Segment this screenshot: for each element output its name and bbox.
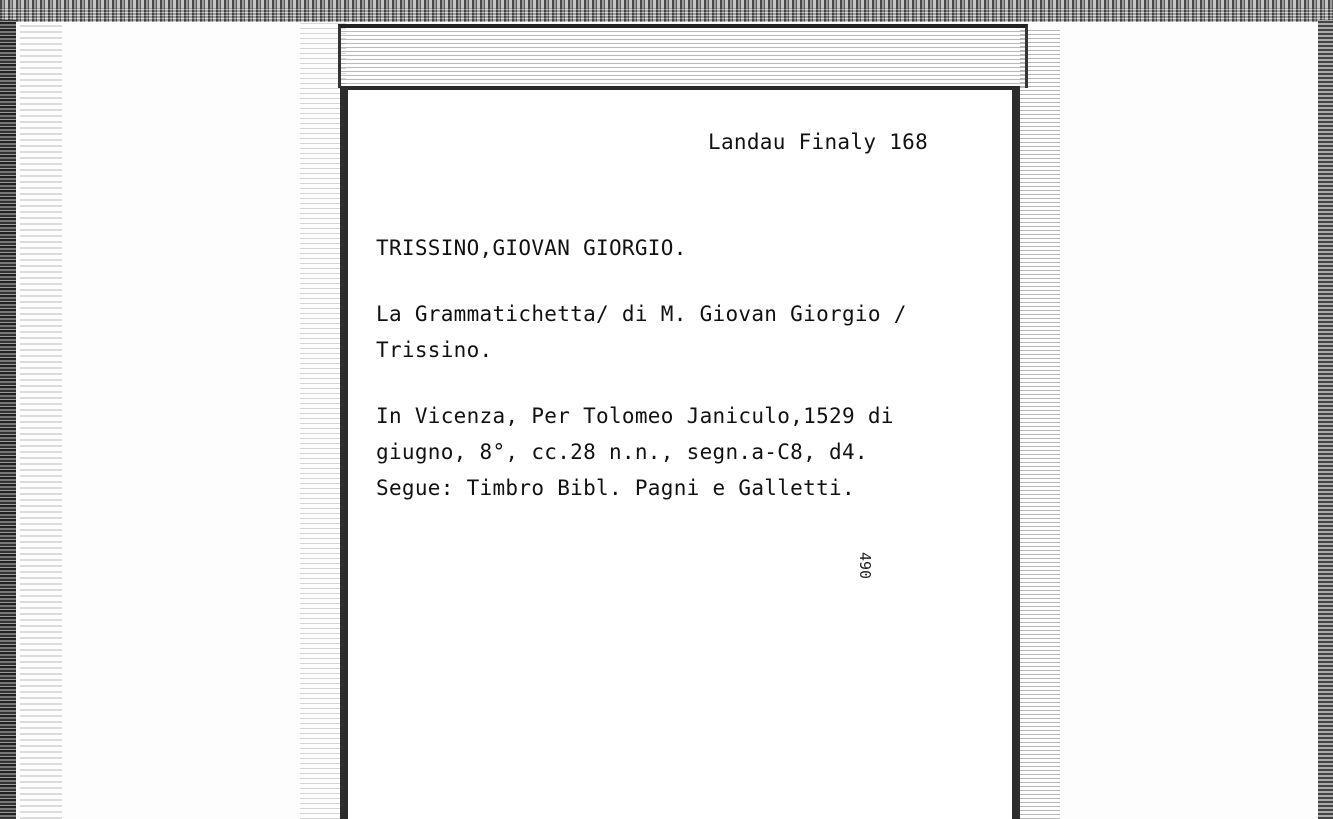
scan-left-noise [20,22,62,819]
stamp-number: 490 [856,552,874,580]
scan-right-card-shadow [1020,30,1060,819]
scan-top-edge [0,0,1333,22]
title-line-2: Trissino. [376,338,493,362]
title-line-1: La Grammatichetta/ di M. Giovan Giorgio / [376,302,907,326]
author-heading: TRISSINO,GIOVAN GIORGIO. [376,236,687,260]
imprint-line-3: Segue: Timbro Bibl. Pagni e Galletti. [376,476,855,500]
catalog-card [340,86,1020,819]
scan-right-edge [1318,20,1333,819]
back-card-edge [338,24,1028,88]
imprint-line-1: In Vicenza, Per Tolomeo Janiculo,1529 di [376,404,894,428]
imprint-line-2: giugno, 8°, cc.28 n.n., segn.a-C8, d4. [376,440,868,464]
shelfmark: Landau Finaly 168 [708,130,929,154]
scan-left-edge [0,20,16,819]
